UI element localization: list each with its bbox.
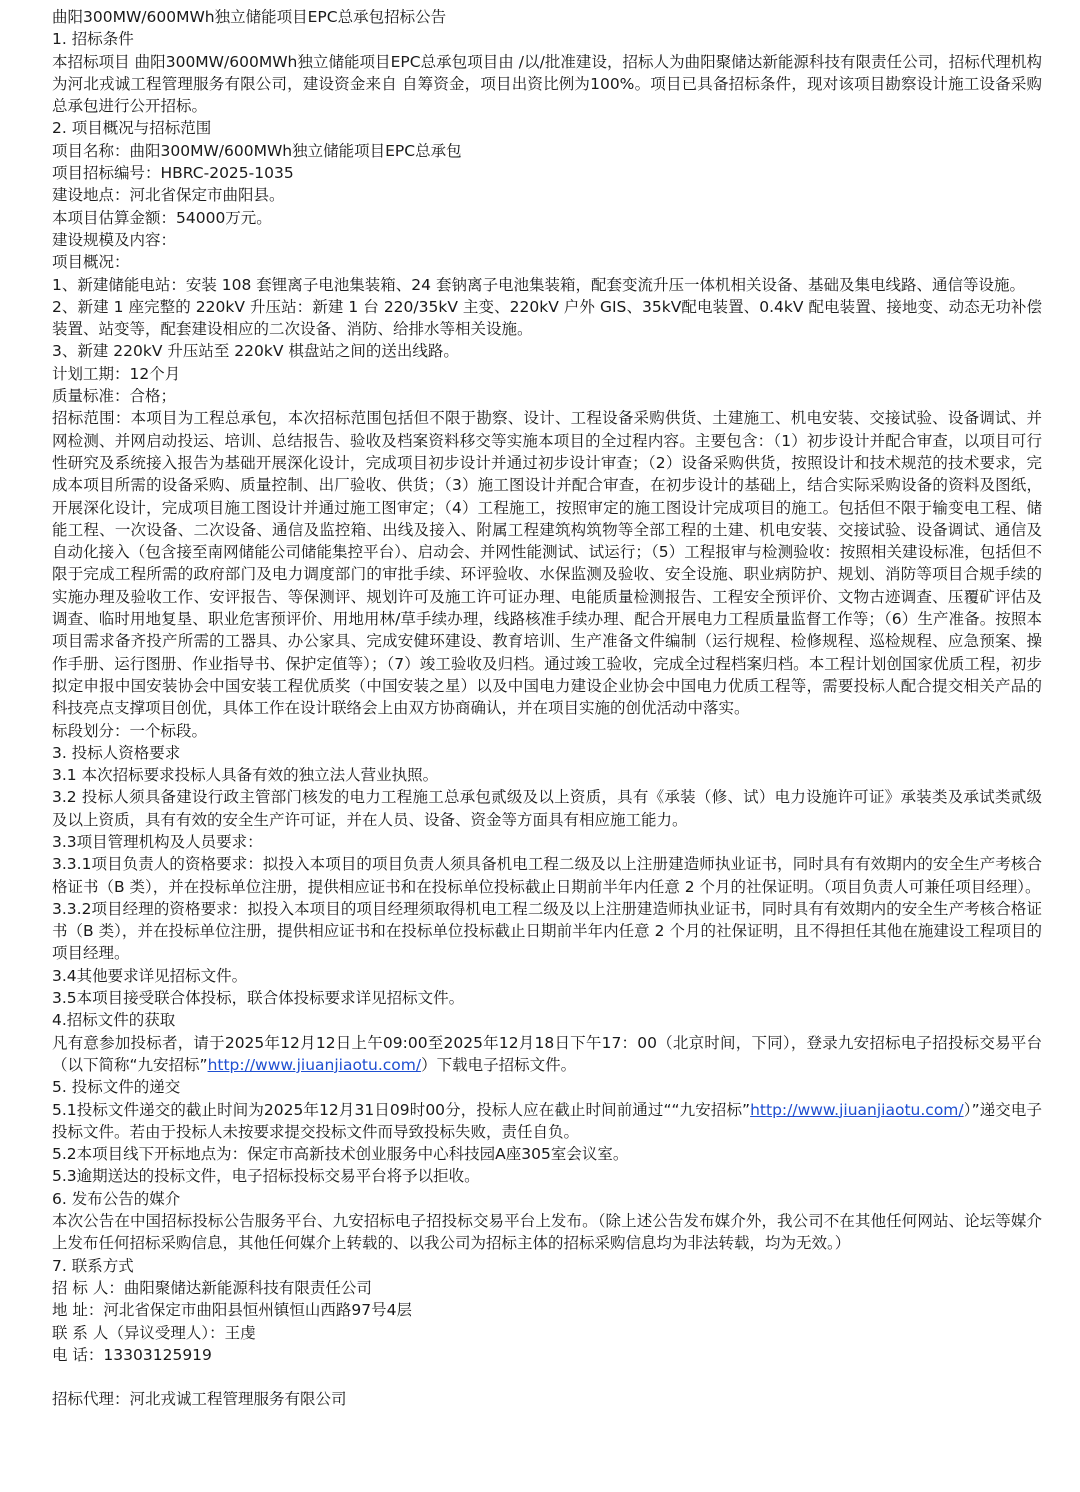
section-3-heading: 3. 投标人资格要求 <box>52 743 181 762</box>
submission-5-1-a: 5.1投标文件递交的截止时间为2025年12月31日09时00分，投标人应在截止时间前通过““九安招标” <box>52 1100 751 1119</box>
contact-address: 地 址：河北省保定市曲阳县恒州镇恒山西路97号4层 <box>52 1301 413 1320</box>
requirement-3-3-1: 3.3.1项目负责人的资格要求：拟投入本项目的项目负责人须具备机电工程二级及以上注册建造师执业证书，同时具有有效期内的安全生产考核合格证书（B 类），并在投标单位注册，提供相应证书和在投标单位投标截止日期前半年内任意 2 个月的社保证明。（项目负责人可兼任项目经理）。 <box>52 855 1042 896</box>
section-4-text-b: ）下载电子招标文件。 <box>421 1055 577 1074</box>
contact-tenderer: 招 标 人：曲阳聚储达新能源科技有限责任公司 <box>52 1278 372 1297</box>
platform-link[interactable]: http://www.jiuanjiaotu.com/ <box>207 1055 422 1074</box>
section-1-text: 本招标项目 曲阳300MW/600MWh独立储能项目EPC总承包项目由 /以/批准建设，招标人为曲阳聚储达新能源科技有限责任公司，招标代理机构为河北戎诚工程管理服务有限公司，建设资金来自 自筹资金，项目出资比例为100%。项目已具备招标条件，现对该项目勘察设计施工设备采购总承包进行公开招标。 <box>52 52 1042 116</box>
section-4-heading: 4.招标文件的获取 <box>52 1011 176 1030</box>
requirement-3-1: 3.1 本次招标要求投标人具备有效的独立法人营业执照。 <box>52 766 439 785</box>
section-division: 标段划分：一个标段。 <box>52 721 208 740</box>
requirement-3-5: 3.5本项目接受联合体投标，联合体投标要求详见招标文件。 <box>52 989 465 1008</box>
submission-5-2: 5.2本项目线下开标地点为：保定市高新技术创业服务中心科技园A座305室会议室。 <box>52 1145 629 1164</box>
submission-5-1 <box>52 1099 1042 1144</box>
section-5-heading: 5. 投标文件的递交 <box>52 1078 181 1097</box>
quality-standard: 质量标准：合格； <box>52 387 177 406</box>
section-6-heading: 6. 发布公告的媒介 <box>52 1189 181 1208</box>
project-name: 项目名称：曲阳300MW/600MWh独立储能项目EPC总承包 <box>52 141 462 160</box>
overview-item-1: 1、新建储能电站：安装 108 套锂离子电池集装箱、24 套钠离子电池集装箱，配套变流升压一体机相关设备、基础及集电线路、通信等设施。 <box>52 275 1025 294</box>
contact-phone: 电 话：13303125919 <box>52 1345 212 1364</box>
overview-item-2: 2、新建 1 座完整的 220kV 升压站：新建 1 台 220/35kV 主变、220kV 户外 GIS、35kV配电装置、0.4kV 配电装置、接地变、动态无功补偿装置、站变等，配套建设相应的二次设备、消防、给排水等相关设施。 <box>52 297 1042 339</box>
project-overview: 项目概况： <box>52 253 130 272</box>
section-4-text-a: 凡有意参加投标者，请于2025年12月12日上午09:00至2025年12月18日下午17：00（北京时间，下同），登录九安招标电子招投标交易平台（以下简称“九安招标” <box>52 1033 1042 1074</box>
section-2-heading: 2. 项目概况与招标范围 <box>52 119 212 138</box>
overview-item-3: 3、新建 220kV 升压站至 220kV 棋盘站之间的送出线路。 <box>52 342 459 361</box>
requirement-3-3: 3.3项目管理机构及人员要求： <box>52 832 263 851</box>
requirement-3-3-2: 3.3.2项目经理的资格要求：拟投入本项目的项目经理须取得机电工程二级及以上注册建造师执业证书，同时具有有效期内的安全生产考核合格证书（B 类），并在投标单位注册，提供相应证书和在投标单位投标截止日期前半年内任意 2 个月的社保证明，且不得担任其他在施建设工程项目的项目经理。 <box>52 899 1042 963</box>
document-title: 曲阳300MW/600MWh独立储能项目EPC总承包招标公告 <box>52 8 447 26</box>
submission-5-1-b: ）”递交电子投标文件。若由于投标人未按要求提交投标文件而导致投标失败，责任自负。 <box>52 1100 1042 1141</box>
contact-person: 联 系 人（异议受理人）：王虔 <box>52 1323 256 1342</box>
requirement-3-2: 3.2 投标人须具备建设行政主管部门核发的电力工程施工总承包贰级及以上资质，具有《承装（修、试）电力设施许可证》承装类及承试类贰级及以上资质，具有有效的安全生产许可证，并在人员、设备、资金等方面具有相应施工能力。 <box>52 788 1042 829</box>
requirement-3-4: 3.4其他要求详见招标文件。 <box>52 966 248 985</box>
project-amount: 本项目估算金额：54000万元。 <box>52 208 272 227</box>
project-location: 建设地点：河北省保定市曲阳县。 <box>52 186 285 205</box>
submission-platform-link[interactable]: http://www.jiuanjiaotu.com/ <box>750 1100 964 1119</box>
section-6-text: 本次公告在中国招标投标公告服务平台、九安招标电子招投标交易平台上发布。（除上述公告发布媒介外，我公司不在其他任何网站、论坛等媒介上发布任何招标采购信息，其他任何媒介上转载的、以我公司为招标主体的招标采购信息均为非法转载，均为无效。） <box>52 1212 1042 1253</box>
tender-scope: 招标范围：本项目为工程总承包，本次招标范围包括但不限于勘察、设计、工程设备采购供货、土建施工、机电安装、交接试验、设备调试、并网检测、并网启动投运、培训、总结报告、验收及档案资料移交等实施本项目的全过程内容。主要包含：（1）初步设计并配合审查，以项目可行性研究及系统接入报告为基础开展深化设计，完成项目初步设计并通过初步设计审查；（2）设备采购供货，按照设计和技术规范的技术要求，完成本项目所需的设备采购、质量控制、出厂验收、供货；（3）施工图设计并配合审查，在初步设计的基础上，结合实际采购设备的资料及图纸，开展深化设计，完成项目施工图设计并通过施工图审定；（4）工程施工，按照审定的施工图设计完成项目的施工。包括但不限于输变电工程、储能工程、一次设备、二次设备、通信及监控箱、出线及接入、附属工程建筑构筑物等全部工程的土建、机电安装、交接试验、设备调试、通信及自动化接入（包含接至南网储能公司储能集控平台）、启动会、并网性能测试、试运行；（5）工程报审与检测验收：按照相关建设标准，包括但不限于完成工程所需的政府部门及电力调度部门的审批手续、环评验收、水保监测及验收、安全设施、职业病防护、规划、消防等项目合规手续的实施办理及验收工作、安评报告、等保测评、规划许可及施工许可证办理、电能质量检测报告、工程安全预评价、文物古迹调查、压覆矿评估及调查、临时用地复垦、职业危害预评价、用地用林/草手续办理，线路核准手续办理、配合开展电力工程质量监督工作等；（6）生产准备。按照本项目需求备齐投产所需的工器具、办公家具、完成安健环建设、教育培训、生产准备文件编制（运行规程、检修规程、巡检规程、应急预案、操作手册、运行图册、作业指导书、保护定值等）；（7）竣工验收及归档。通过竣工验收，完成全过程档案归档。本工程计划创国家优质工程，初步拟定申报中国安装协会中国安装工程优质奖（中国安装之星）以及中国电力建设企业协会中国电力优质工程等，需要投标人配合提交相关产品的科技亮点支撑项目创优，具体工作在设计联络会上由双方协商确认，并在项目实施的创优活动中落实。 <box>52 409 1042 718</box>
project-period: 计划工期：12个月 <box>52 364 181 383</box>
section-7-heading: 7. 联系方式 <box>52 1256 134 1275</box>
section-4-text <box>52 1032 1042 1077</box>
section-1-heading: 1. 招标条件 <box>52 30 134 49</box>
project-scale: 建设规模及内容： <box>52 230 177 249</box>
project-code: 项目招标编号：HBRC-2025-1035 <box>52 164 294 183</box>
blank-line <box>52 1366 1042 1388</box>
contact-agent: 招标代理：河北戎诚工程管理服务有限公司 <box>52 1390 347 1409</box>
submission-5-3: 5.3逾期送达的投标文件，电子招标投标交易平台将予以拒收。 <box>52 1167 480 1186</box>
